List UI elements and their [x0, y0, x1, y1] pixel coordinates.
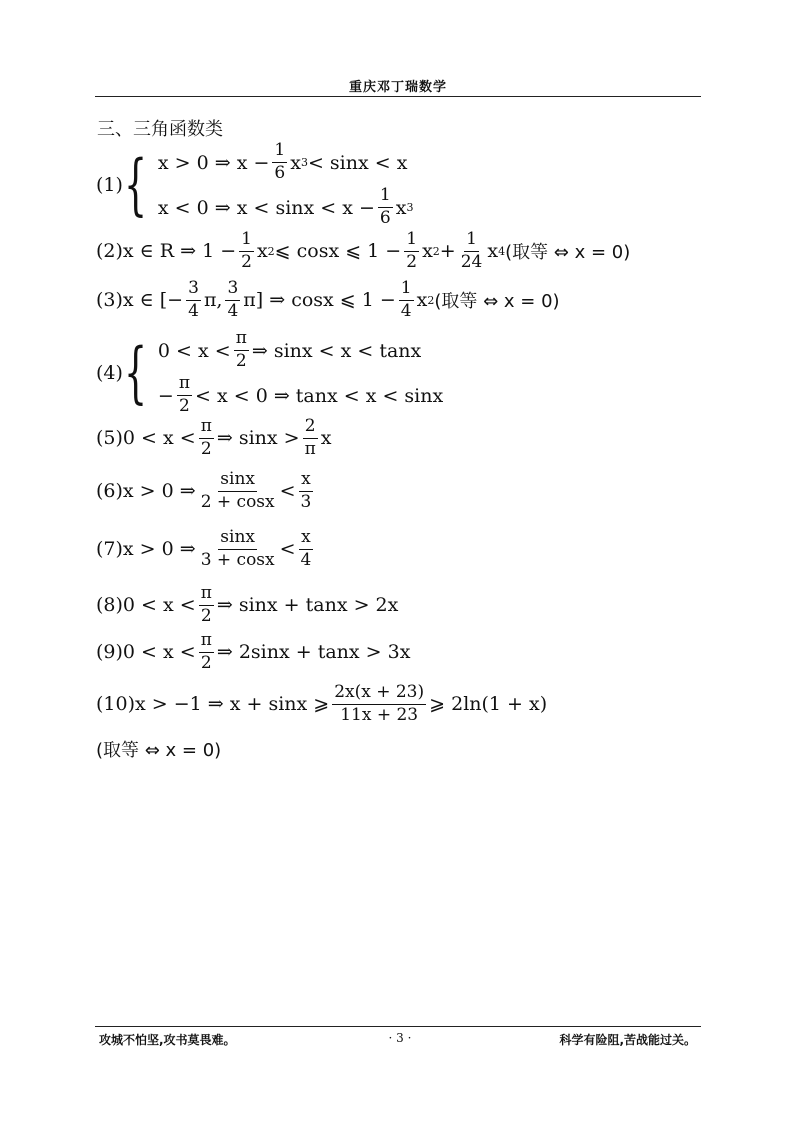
- left-brace: {: [123, 146, 148, 223]
- denominator: 4: [300, 549, 312, 570]
- fraction: [186, 280, 201, 321]
- numerator: sinx: [218, 471, 257, 492]
- expr: ⩾ 2ln(1 + x): [429, 693, 548, 716]
- denominator: 2: [241, 251, 252, 272]
- expr: x: [290, 151, 301, 174]
- equality-note-final: (取等 ⇔ x = 0): [96, 740, 222, 761]
- exponent: 4: [498, 244, 506, 258]
- fraction: [303, 418, 318, 459]
- fraction: [299, 471, 314, 512]
- item-1-system: [158, 140, 414, 230]
- denominator: 3: [300, 491, 312, 512]
- item-4-label: (4): [96, 362, 123, 384]
- denominator: 2: [200, 652, 212, 673]
- section-title: 三、三角函数类: [97, 119, 223, 140]
- expr: x: [256, 240, 268, 263]
- expr: < sinx < x: [307, 151, 408, 174]
- item-4-line-1: [158, 328, 443, 373]
- numerator: 1: [272, 142, 287, 163]
- expr: (9)0 < x <: [96, 641, 196, 664]
- expr: x: [320, 427, 332, 450]
- fraction: [399, 280, 414, 321]
- fraction: [199, 585, 214, 626]
- denominator: 11x + 23: [340, 704, 419, 725]
- denominator: 6: [379, 208, 391, 228]
- expr: (2)x ∈ R ⇒ 1 −: [96, 240, 237, 263]
- expr: (7)x > 0 ⇒: [96, 538, 196, 561]
- item-7: [96, 529, 316, 570]
- page-number: · 3 ·: [388, 1031, 412, 1045]
- expr: π,: [203, 289, 223, 312]
- expr: π] ⇒ cosx ⩽ 1 −: [243, 289, 396, 312]
- expr: ⇒ sinx >: [216, 427, 300, 450]
- denominator: 6: [274, 163, 286, 183]
- expr: −: [157, 384, 174, 407]
- footer-left-motto: 攻城不怕坚,攻书莫畏难。: [99, 1033, 236, 1047]
- denominator: 2: [200, 438, 212, 459]
- fraction: [239, 231, 254, 272]
- expr: x: [487, 240, 499, 263]
- numerator: sinx: [218, 529, 257, 550]
- item-1: [96, 140, 413, 230]
- numerator: π: [199, 632, 214, 653]
- fraction: [234, 330, 249, 371]
- expr: ⇒ sinx + tanx > 2x: [216, 594, 399, 617]
- denominator: 2 + cosx: [200, 491, 275, 512]
- expr: <: [279, 480, 296, 503]
- item-4-system: [158, 328, 443, 418]
- item-4: [96, 328, 443, 418]
- expr: x > 0 ⇒ x −: [157, 151, 270, 174]
- numerator: 2: [303, 418, 318, 439]
- numerator: π: [234, 330, 249, 351]
- numerator: 1: [378, 187, 393, 208]
- denominator: 4: [188, 300, 199, 321]
- fraction: [199, 471, 277, 512]
- denominator: 2: [235, 351, 247, 371]
- fraction: [404, 231, 419, 272]
- footer-divider: [95, 1026, 701, 1027]
- expr: (3)x ∈ [−: [96, 289, 184, 312]
- expr: (5)0 < x <: [96, 427, 196, 450]
- denominator: 2: [200, 605, 212, 626]
- numerator: π: [177, 375, 192, 396]
- fraction: [177, 375, 192, 416]
- expr: 0 < x <: [157, 339, 231, 362]
- item-3: [96, 280, 560, 321]
- expr: (8)0 < x <: [96, 594, 196, 617]
- numerator: 3: [225, 280, 240, 301]
- expr: < x < 0 ⇒ tanx < x < sinx: [195, 384, 444, 407]
- item-10: [96, 684, 547, 725]
- numerator: 1: [239, 231, 254, 252]
- item-2: [96, 231, 630, 272]
- numerator: x: [299, 471, 313, 492]
- expr: x < 0 ⇒ x < sinx < x −: [157, 196, 375, 219]
- fraction: [272, 142, 287, 183]
- numerator: 1: [464, 231, 479, 252]
- denominator: π: [304, 438, 316, 459]
- fraction: [459, 231, 485, 272]
- expr: (10)x > −1 ⇒ x + sinx ⩾: [96, 693, 330, 716]
- denominator: 4: [400, 300, 412, 321]
- numerator: π: [199, 585, 214, 606]
- left-brace: {: [123, 334, 148, 411]
- fraction: [225, 280, 240, 321]
- denominator: 3 + cosx: [200, 549, 275, 570]
- numerator: π: [199, 418, 214, 439]
- exponent: 2: [267, 244, 275, 258]
- exponent: 2: [427, 293, 435, 307]
- fraction: [378, 187, 393, 228]
- expr: ⇒ sinx < x < tanx: [251, 339, 422, 362]
- expr: x: [422, 240, 433, 263]
- fraction: [199, 632, 214, 673]
- item-4-line-2: [158, 373, 443, 418]
- expr: ⇒ 2sinx + tanx > 3x: [216, 641, 411, 664]
- denominator: 2: [406, 251, 418, 272]
- fraction: [332, 684, 426, 725]
- equality-note: (取等 ⇔ x = 0): [434, 291, 560, 313]
- equality-note: (取等 ⇔ x = 0): [505, 242, 631, 264]
- item-8: [96, 585, 398, 626]
- denominator: 24: [460, 251, 483, 272]
- item-1-line-2: [158, 185, 414, 230]
- expr: x: [416, 289, 428, 312]
- expr: +: [439, 240, 456, 263]
- page-header-title: 重庆邓丁瑞数学: [348, 80, 447, 95]
- expr: ⩽ cosx ⩽ 1 −: [274, 240, 402, 263]
- numerator: 2x(x + 23): [332, 684, 426, 705]
- expr: <: [279, 538, 296, 561]
- numerator: 1: [404, 231, 419, 252]
- exponent: 3: [300, 156, 308, 169]
- denominator: 4: [227, 300, 239, 321]
- item-1-label: (1): [96, 174, 123, 196]
- fraction: [299, 529, 314, 570]
- denominator: 2: [179, 396, 190, 416]
- numerator: 3: [186, 280, 201, 301]
- footer-right-motto: 科学有险阻,苦战能过关。: [559, 1033, 696, 1047]
- item-9: [96, 632, 410, 673]
- expr: (6)x > 0 ⇒: [96, 480, 196, 503]
- expr: x: [395, 196, 407, 219]
- exponent: 3: [406, 201, 414, 214]
- fraction: [199, 529, 277, 570]
- numerator: x: [299, 529, 313, 550]
- header-divider: [95, 96, 701, 97]
- item-6: [96, 471, 316, 512]
- fraction: [199, 418, 214, 459]
- item-5: [96, 418, 331, 459]
- numerator: 1: [399, 280, 414, 301]
- exponent: 2: [432, 244, 440, 258]
- item-1-line-1: [158, 140, 414, 185]
